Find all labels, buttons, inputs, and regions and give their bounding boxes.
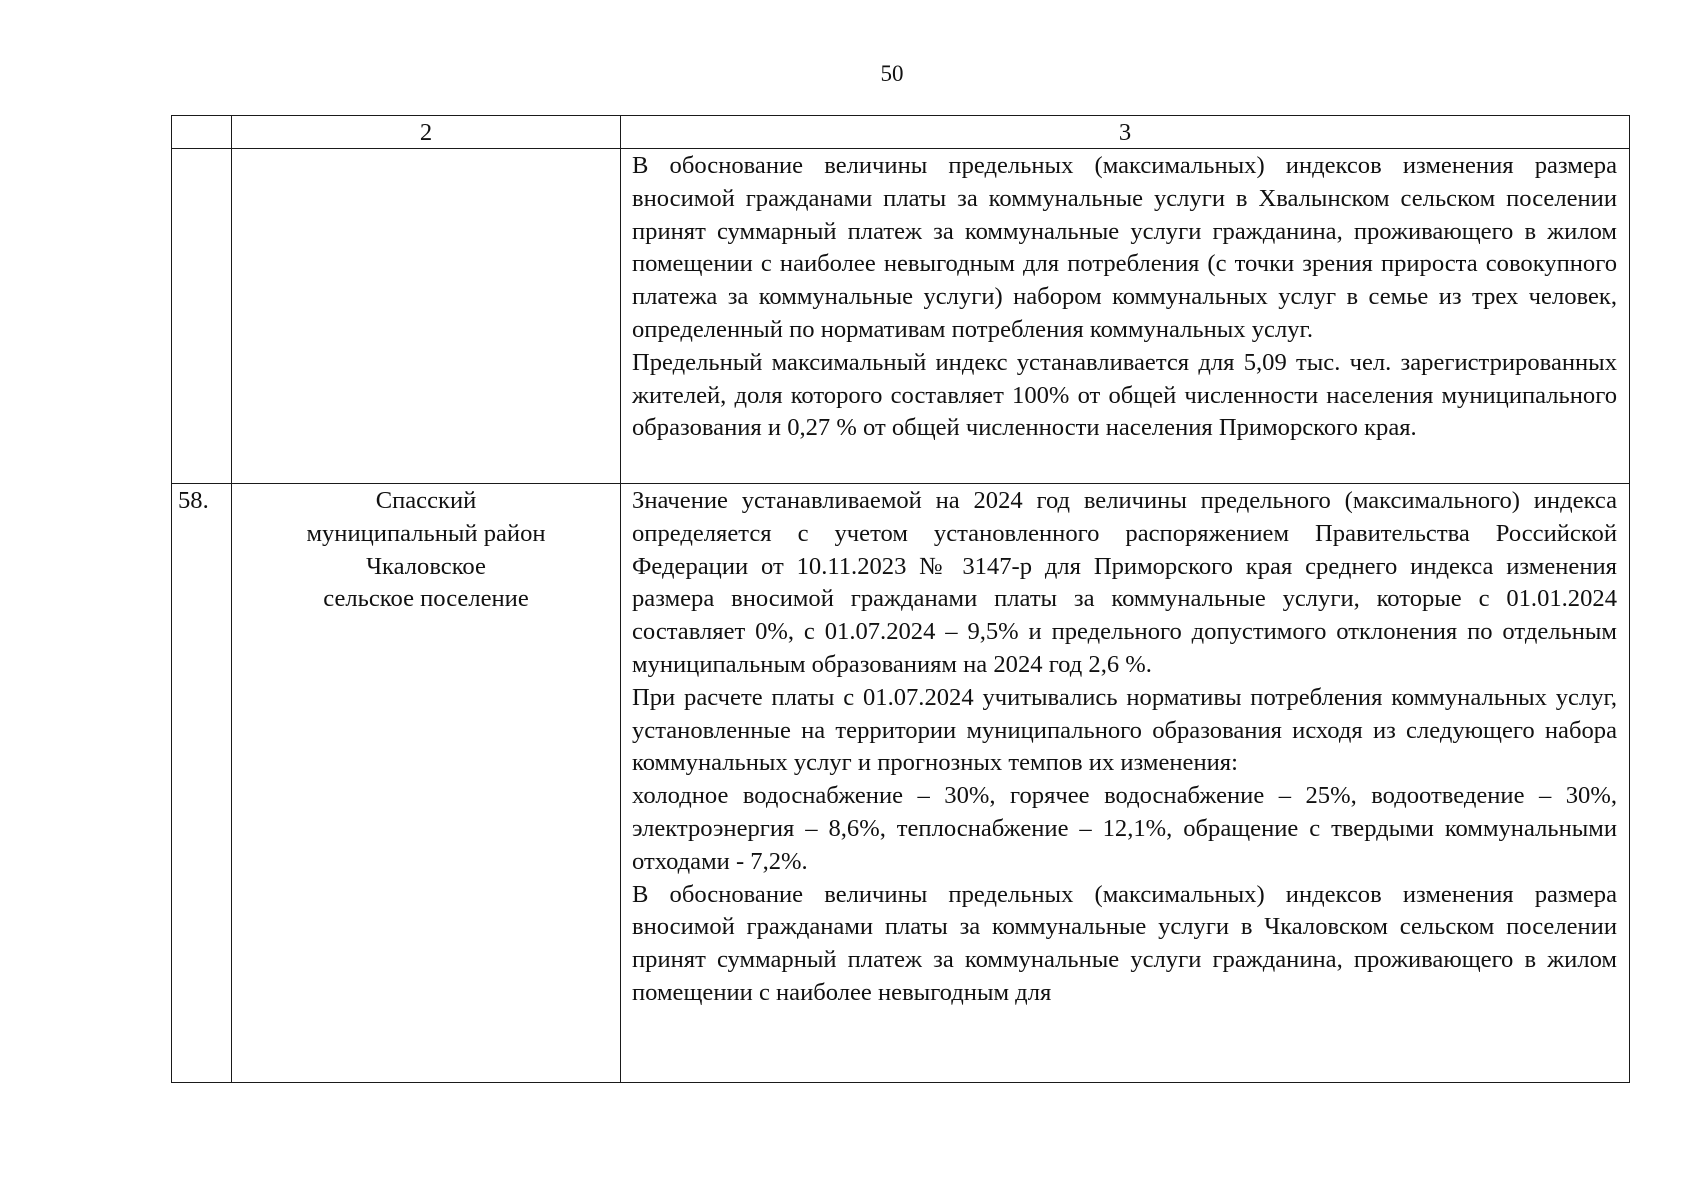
paragraph: В обоснование величины предельных (максимальных) индексов изменения размера вносимой гражданами платы за коммунальные услуги в Чкаловском сельском поселении принят суммарный платеж за коммунальные услуги гражданина, проживающего в жилом помещении с наиболее невыгодным для <box>632 880 1617 1006</box>
document-table <box>171 115 1630 1083</box>
table-row-58 <box>172 484 1630 1083</box>
municipality-name-line: муниципальный район <box>306 519 546 547</box>
header-cell-1 <box>172 116 232 149</box>
row-number-cell: 58. <box>172 484 232 1083</box>
paragraph: Значение устанавливаемой на 2024 год величины предельного (максимального) индекса определяется с учетом установленного распоряжением Правительства Российской Федерации от 10.11.2023 № 3147-р для Приморского края среднего индекса изменения размера вносимой гражданами платы за коммунальные услуги, которые с 01.01.2024 составляет 0%, с 01.07.2024 – 9,5% и предельного допустимого отклонения по отдельным муниципальным образованиям на 2024 год 2,6 %. <box>632 487 1617 678</box>
paragraph: Предельный максимальный индекс устанавливается для 5,09 тыс. чел. зарегистрированных жителей, доля которого составляет 100% от общей численности населения муниципального образования и 0,27 % от общей численности населения Приморского края. <box>632 348 1617 442</box>
paragraph: При расчете платы с 01.07.2024 учитывались нормативы потребления коммунальных услуг, установленные на территории муниципального образования исходя из следующего набора коммунальных услуг и прогнозных темпов их изменения: <box>632 683 1617 777</box>
paragraph: холодное водоснабжение – 30%, горячее водоснабжение – 25%, водоотведение – 30%, электроэнергия – 8,6%, теплоснабжение – 12,1%, обращение с твердыми коммунальными отходами - 7,2%. <box>632 782 1617 875</box>
municipality-name-line: Чкаловское <box>366 552 486 580</box>
municipality-cell <box>232 149 621 484</box>
table-row-continued <box>172 149 1630 484</box>
header-cell-3: 3 <box>621 116 1630 149</box>
page-number: 50 <box>880 61 904 86</box>
description-cell <box>621 484 1630 1083</box>
municipality-name-line: Спасский <box>375 487 477 514</box>
paragraph: В обоснование величины предельных (максимальных) индексов изменения размера вносимой гражданами платы за коммунальные услуги в Хвалынском сельском поселении принят суммарный платеж за коммунальные услуги гражданина, проживающего в жилом помещении с наиболее невыгодным для потребления (с точки зрения прироста совокупного платежа за коммунальные услуги) набором коммунальных услуг в семье из трех человек, определенный по нормативам потребления коммунальных услуг. <box>632 152 1617 343</box>
header-cell-2: 2 <box>232 116 621 149</box>
description-cell <box>621 149 1630 484</box>
municipality-name-line: сельское поселение <box>323 585 529 613</box>
municipality-cell <box>232 484 621 1083</box>
table-header-row <box>172 116 1630 149</box>
row-number-cell <box>172 149 232 484</box>
